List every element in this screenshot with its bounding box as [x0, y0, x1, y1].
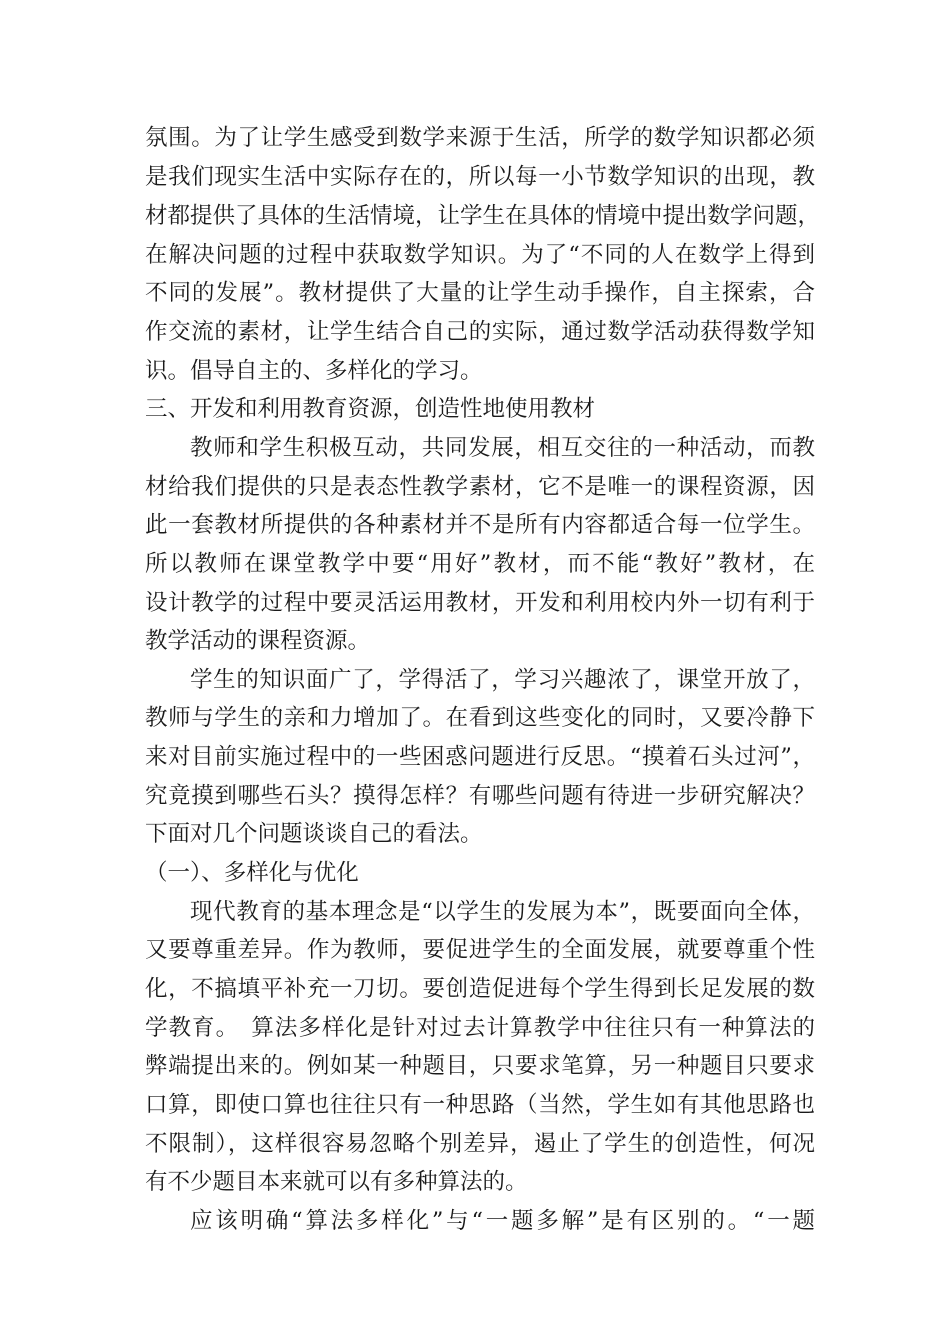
- text-line: 现代教育的基本理念是“以学生的发展为本”，既要面向全体，: [190, 899, 815, 925]
- text-line: 下面对几个问题谈谈自己的看法。: [145, 821, 483, 847]
- text-line: 在解决问题的过程中获取数学知识。为了“不同的人在数学上得到: [145, 242, 815, 268]
- text-line: 弊端提出来的。例如某一种题目，只要求笔算，另一种题目只要求: [145, 1053, 815, 1079]
- text-line: 教学活动的课程资源。: [145, 628, 371, 654]
- text-line: 学教育。 算法多样化是针对过去计算教学中往往只有一种算法的: [145, 1015, 815, 1041]
- subsection-heading: （一）、多样化与优化: [145, 860, 359, 886]
- section-heading: 三、开发和利用教育资源，创造性地使用教材: [145, 396, 596, 422]
- text-line: 不限制），这样很容易忽略个别差异，遏止了学生的创造性，何况: [145, 1131, 815, 1157]
- text-line: 应该明确“算法多样化”与“一题多解”是有区别的。“一题: [190, 1208, 815, 1234]
- text-line: 教师与学生的亲和力增加了。在看到这些变化的同时，又要冷静下: [145, 705, 815, 731]
- text-line: 学生的知识面广了，学得活了，学习兴趣浓了，课堂开放了，: [190, 667, 815, 693]
- text-line: 所以教师在课堂教学中要“用好”教材，而不能“教好”教材，在: [145, 551, 815, 577]
- text-line: 氛围。为了让学生感受到数学来源于生活，所学的数学知识都必须: [145, 125, 815, 151]
- text-line: 有不少题目本来就可以有多种算法的。: [145, 1169, 528, 1195]
- text-line: 究竟摸到哪些石头？摸得怎样？有哪些问题有待进一步研究解决？: [145, 783, 815, 809]
- text-line: 化，不搞填平补充一刀切。要创造促进每个学生得到长足发展的数: [145, 976, 815, 1002]
- text-line: 教师和学生积极互动，共同发展，相互交往的一种活动，而教: [190, 435, 815, 461]
- text-line: 材给我们提供的只是表态性教学素材，它不是唯一的课程资源，因: [145, 474, 815, 500]
- text-line: 是我们现实生活中实际存在的，所以每一小节数学知识的出现，教: [145, 164, 815, 190]
- text-line: 又要尊重差异。作为教师，要促进学生的全面发展，就要尊重个性: [145, 937, 815, 963]
- text-line: 材都提供了具体的生活情境，让学生在具体的情境中提出数学问题，: [145, 203, 821, 229]
- text-line: 设计教学的过程中要灵活运用教材，开发和利用校内外一切有利于: [145, 590, 815, 616]
- text-line: 来对目前实施过程中的一些困惑问题进行反思。“摸着石头过河”，: [145, 744, 815, 770]
- text-line: 不同的发展”。教材提供了大量的让学生动手操作，自主探索，合: [145, 280, 815, 306]
- text-line: 识。倡导自主的、多样化的学习。: [145, 358, 483, 384]
- text-line: 此一套教材所提供的各种素材并不是所有内容都适合每一位学生。: [145, 512, 815, 538]
- text-line: 作交流的素材，让学生结合自己的实际，通过数学活动获得数学知: [145, 319, 815, 345]
- text-line: 口算，即使口算也往往只有一种思路（当然，学生如有其他思路也: [145, 1092, 815, 1118]
